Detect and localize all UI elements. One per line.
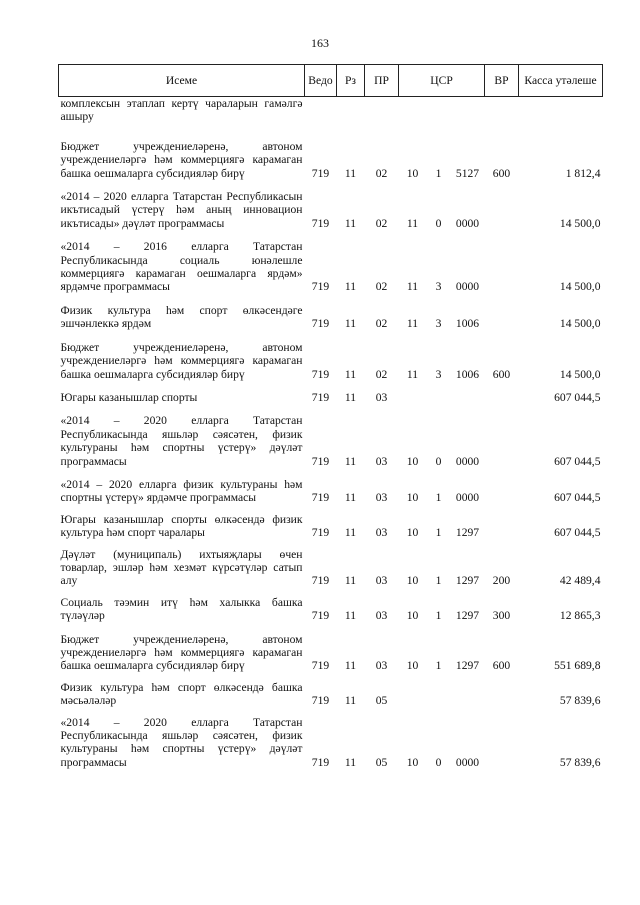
row-csr-part3	[451, 97, 485, 126]
row-pr: 02	[375, 280, 388, 294]
row-csr-part1: 10	[406, 454, 419, 468]
row-pr: 03	[375, 491, 388, 505]
row-ved: 719	[311, 609, 330, 623]
row-csr-part1: 10	[406, 659, 419, 673]
row-name: Бюджет учреждениеләренә, автоном учреждениеләргә һәм коммерциягә карамаган башка оешмаларга субсидияләр бирү	[60, 632, 303, 673]
table-row	[59, 710, 603, 772]
row-vr: 600	[492, 166, 511, 180]
table-row	[59, 675, 603, 710]
row-ved: 719	[311, 280, 330, 294]
row-csr-part3: 0000	[455, 280, 480, 294]
page-number: 163	[311, 36, 329, 50]
row-ved	[305, 97, 337, 126]
row-csr-part2: 0	[435, 454, 442, 468]
row-vr	[485, 383, 519, 406]
row-vr	[485, 182, 519, 232]
row-amount: 607 044,5	[554, 526, 601, 540]
row-csr-part2	[427, 383, 451, 406]
row-name: «2014 – 2020 елларга Татарстан Республикасында яшьләр сәясәтен, физик культураны һәм спортны үстерү» дәүләт программасы	[60, 414, 303, 468]
row-rz: 11	[344, 317, 357, 331]
header-name: Исеме	[59, 65, 305, 97]
row-ved: 719	[311, 317, 330, 331]
table-row	[59, 507, 603, 542]
row-amount: 551 689,8	[554, 659, 601, 673]
row-amount: 57 839,6	[559, 694, 601, 708]
row-csr-part3: 0000	[455, 454, 480, 468]
row-csr-part3: 0000	[455, 491, 480, 505]
row-csr-part2: 0	[435, 216, 442, 230]
row-ved: 719	[311, 166, 330, 180]
row-rz: 11	[344, 694, 357, 708]
header-ved: Ведо	[305, 65, 337, 97]
table-row	[59, 126, 603, 182]
row-rz: 11	[344, 390, 357, 404]
table-row	[59, 406, 603, 470]
row-name: комплексын этаплап кертү чараларын гамәлгә ашыру	[60, 97, 303, 124]
row-ved: 719	[311, 526, 330, 540]
row-amount	[519, 97, 603, 126]
row-csr-part1: 10	[406, 574, 419, 588]
header-pr: ПР	[365, 65, 399, 97]
row-csr-part3: 1297	[455, 574, 480, 588]
table-row	[59, 232, 603, 296]
row-ved: 719	[311, 390, 330, 404]
row-rz: 11	[344, 659, 357, 673]
row-csr-part1	[399, 383, 427, 406]
row-pr: 02	[375, 166, 388, 180]
row-name: «2014 – 2020 елларга Татарстан Республикасын икътисадый үстерү һәм аның инновацион икътисады» дәүләт программасы	[60, 190, 303, 230]
row-ved: 719	[311, 659, 330, 673]
row-csr-part1: 10	[406, 755, 419, 769]
row-csr-part3: 1297	[455, 609, 480, 623]
row-ved: 719	[311, 367, 330, 381]
row-csr-part3: 0000	[455, 755, 480, 769]
row-vr	[485, 406, 519, 470]
header-csr: ЦСР	[399, 65, 485, 97]
row-name: Физик культура һәм спорт өлкәсендәге эшчәнлеккә ярдәм	[60, 303, 303, 331]
row-amount: 14 500,0	[559, 216, 601, 230]
table-row	[59, 590, 603, 625]
row-vr	[485, 675, 519, 710]
row-rz: 11	[344, 491, 357, 505]
row-pr: 03	[375, 454, 388, 468]
table-row	[59, 470, 603, 507]
row-pr: 05	[375, 694, 388, 708]
row-rz: 11	[344, 280, 357, 294]
row-csr-part2	[427, 675, 451, 710]
row-pr: 02	[375, 367, 388, 381]
row-name: Югары казанышлар спорты	[60, 390, 198, 404]
row-rz: 11	[344, 166, 357, 180]
row-csr-part2: 3	[435, 317, 442, 331]
row-ved: 719	[311, 216, 330, 230]
row-vr: 200	[492, 574, 511, 588]
row-name: Югары казанышлар спорты өлкәсендә физик культура һәм спорт чаралары	[60, 512, 303, 540]
table-row	[59, 333, 603, 383]
row-csr-part2: 1	[435, 526, 442, 540]
row-csr-part1: 10	[406, 609, 419, 623]
row-vr: 600	[492, 367, 511, 381]
row-amount: 14 500,0	[559, 317, 601, 331]
row-amount: 14 500,0	[559, 367, 601, 381]
row-amount: 607 044,5	[554, 390, 601, 404]
table-row	[59, 542, 603, 590]
row-amount: 14 500,0	[559, 280, 601, 294]
row-csr-part1	[399, 97, 427, 126]
row-name: «2014 – 2020 елларга Татарстан Республикасында яшьләр сәясәтен, физик культураны һәм спортны үстерү» дәүләт программасы	[60, 715, 303, 769]
row-csr-part2: 3	[435, 280, 442, 294]
row-csr-part3: 1006	[455, 367, 480, 381]
row-csr-part2: 1	[435, 659, 442, 673]
row-csr-part2: 3	[435, 367, 442, 381]
row-csr-part2: 1	[435, 609, 442, 623]
row-amount: 12 865,3	[559, 609, 601, 623]
row-csr-part3: 5127	[455, 166, 480, 180]
table-row	[59, 296, 603, 333]
row-rz: 11	[344, 454, 357, 468]
row-csr-part1: 11	[406, 317, 419, 331]
row-pr: 03	[375, 659, 388, 673]
row-rz: 11	[344, 755, 357, 769]
row-ved: 719	[311, 755, 330, 769]
row-vr	[485, 507, 519, 542]
row-csr-part3	[451, 383, 485, 406]
table-row	[59, 97, 603, 126]
row-csr-part3	[451, 675, 485, 710]
row-vr: 600	[492, 659, 511, 673]
row-csr-part2: 0	[435, 755, 442, 769]
row-csr-part3: 1006	[455, 317, 480, 331]
row-vr	[485, 232, 519, 296]
row-csr-part1: 10	[406, 166, 419, 180]
row-rz	[337, 97, 365, 126]
row-vr: 300	[492, 609, 511, 623]
row-amount: 1 812,4	[565, 166, 601, 180]
row-csr-part2: 1	[435, 166, 442, 180]
row-csr-part1	[399, 675, 427, 710]
row-amount: 42 489,4	[559, 574, 601, 588]
row-csr-part3: 0000	[455, 216, 480, 230]
row-vr	[485, 97, 519, 126]
row-csr-part2: 1	[435, 491, 442, 505]
table-row	[59, 383, 603, 406]
row-ved: 719	[311, 454, 330, 468]
row-csr-part1: 11	[406, 367, 419, 381]
table-header-row	[59, 65, 603, 97]
row-pr: 02	[375, 317, 388, 331]
header-rz: Рз	[337, 65, 365, 97]
row-name: «2014 – 2016 елларга Татарстан Республикасында социаль юнәлешле коммерциягә карамаган оешмаларга ярдәм» ярдәмче программасы	[60, 240, 303, 294]
row-csr-part1: 10	[406, 491, 419, 505]
row-name: Физик культура һәм спорт өлкәсендә башка мәсьәләләр	[60, 680, 303, 708]
row-pr	[365, 97, 399, 126]
row-pr: 05	[375, 755, 388, 769]
row-vr	[485, 470, 519, 507]
row-csr-part3: 1297	[455, 526, 480, 540]
row-pr: 03	[375, 526, 388, 540]
row-amount: 607 044,5	[554, 454, 601, 468]
budget-table	[58, 64, 603, 771]
row-pr: 03	[375, 609, 388, 623]
row-pr: 02	[375, 216, 388, 230]
table-row	[59, 625, 603, 675]
row-rz: 11	[344, 609, 357, 623]
row-rz: 11	[344, 574, 357, 588]
row-ved: 719	[311, 694, 330, 708]
row-csr-part2: 1	[435, 574, 442, 588]
row-name: Дәүләт (муниципаль) ихтыяҗлары өчен товарлар, эшләр һәм хезмәт күрсәтүләр сатып алу	[60, 547, 303, 588]
table-body	[59, 97, 603, 772]
row-csr-part3: 1297	[455, 659, 480, 673]
row-name: Социаль тәэмин итү һәм халыкка башка түләүләр	[60, 595, 303, 623]
row-csr-part1: 11	[406, 280, 419, 294]
row-csr-part2	[427, 97, 451, 126]
row-name: Бюджет учреждениеләренә, автоном учреждениеләргә һәм коммерциягә карамаган башка оешмаларга субсидияләр бирү	[60, 340, 303, 381]
row-amount: 607 044,5	[554, 491, 601, 505]
row-name: «2014 – 2020 елларга физик культураны һәм спортны үстерү» ярдәмче программасы	[60, 477, 303, 505]
row-vr	[485, 710, 519, 772]
row-amount: 57 839,6	[559, 755, 601, 769]
row-ved: 719	[311, 574, 330, 588]
row-csr-part1: 11	[406, 216, 419, 230]
row-rz: 11	[344, 526, 357, 540]
row-vr	[485, 296, 519, 333]
row-ved: 719	[311, 491, 330, 505]
header-amount: Касса утәлеше	[519, 65, 603, 97]
header-vr: ВР	[485, 65, 519, 97]
row-pr: 03	[375, 574, 388, 588]
row-rz: 11	[344, 367, 357, 381]
row-csr-part1: 10	[406, 526, 419, 540]
row-pr: 03	[375, 390, 388, 404]
table-row	[59, 182, 603, 232]
row-name: Бюджет учреждениеләренә, автоном учреждениеләргә һәм коммерциягә карамаган башка оешмаларга субсидияләр бирү	[60, 139, 303, 180]
row-rz: 11	[344, 216, 357, 230]
